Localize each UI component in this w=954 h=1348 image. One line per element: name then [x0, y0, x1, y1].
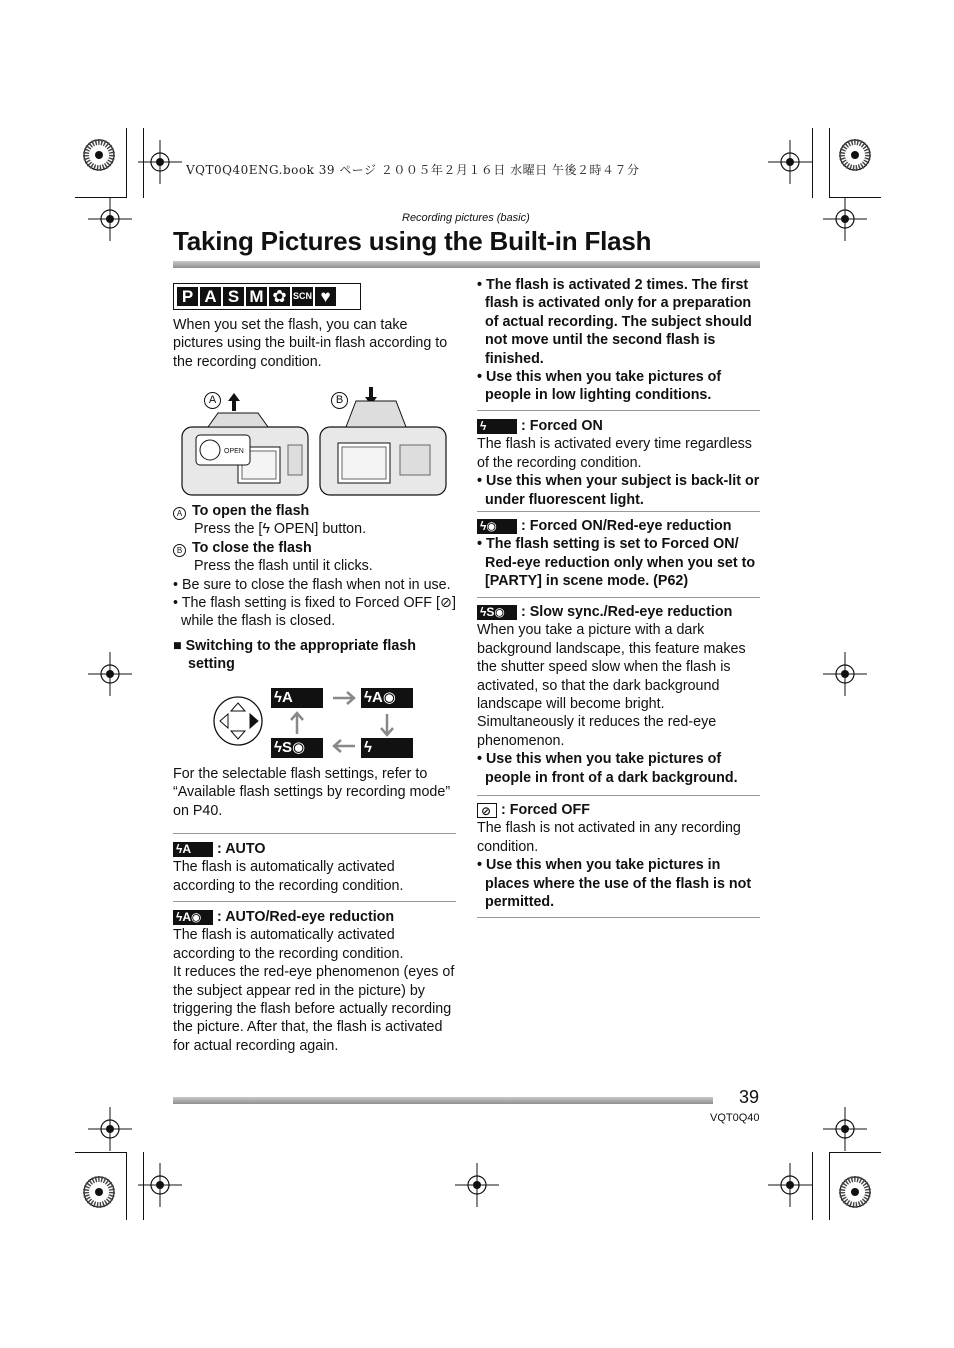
mode-p-icon: P — [177, 287, 198, 306]
mode-s-icon: S — [223, 287, 244, 306]
flash-forced-on-redeye-icon: ϟ◉ — [477, 519, 517, 534]
switch-heading: ■ Switching to the appropriate flash setting — [173, 637, 416, 673]
flash-forced-on-icon: ϟ — [477, 419, 517, 434]
note-forced-off: • The flash setting is fixed to Forced OFF [⊘] while the flash is closed. — [173, 595, 456, 630]
mode-icons — [173, 283, 361, 310]
label-a: A — [204, 392, 221, 409]
auto-red-section: ϟA◉ : AUTO/Red-eye reduction The flash is automatically activated according to the recording condition. It reduces the red-eye phenomenon (eyes of the subject appear red in the picture) by triggering the flash before actually recording the picture. After that, the flash is activated for actual recording again. — [173, 909, 455, 1054]
slow-sync-section: ϟS◉ : Slow sync./Red-eye reduction When you take a picture with a dark background landscape, this feature makes the shutter speed slow when the flash is activated, so that the dark background landscape will become bright. Simultaneously it reduces the red-eye phenomenon. • Use this when you take pictures of people in front of a dark background. — [477, 604, 746, 786]
forced-on-section: ϟ : Forced ON The flash is activated every time regardless of the recording condition. • Use this when your subject is back-lit or under fluorescent light. — [477, 418, 760, 508]
title-bar — [173, 261, 760, 268]
mode-a-icon: A — [200, 287, 221, 306]
cursor-pad-icon — [212, 695, 264, 747]
section-label: Recording pictures (basic) — [402, 212, 530, 224]
label-b: B — [331, 392, 348, 409]
portrait-heart-icon: ♥ — [315, 287, 336, 306]
open-label: OPEN — [224, 448, 244, 455]
page-number: 39 — [739, 1087, 760, 1107]
cycle-auto-red: ϟA◉ — [361, 688, 413, 708]
selectable-text: For the selectable flash settings, refer to “Available flash settings by recording mode” on P40. — [173, 766, 451, 819]
forced-off-section: ⊘ : Forced OFF The flash is not activated in any recording condition. • Use this when you take pictures in places where the use of the flash is not permitted. — [477, 802, 752, 911]
mode-m-icon: M — [246, 287, 267, 306]
flash-auto-redeye-icon: ϟA◉ — [173, 910, 213, 925]
scene-mode-icon: SCN — [292, 287, 313, 306]
flash-auto-icon: ϟA — [173, 842, 213, 857]
auto-section: ϟA : AUTO The flash is automatically activated according to the recording condition. — [173, 841, 404, 894]
flash-forced-off-icon: ⊘ — [477, 803, 497, 818]
camera-illustration — [178, 385, 450, 500]
cycle-auto: ϟA — [271, 688, 323, 708]
document-code: VQT0Q40 — [710, 1112, 760, 1124]
step-open: A To open the flash — [173, 502, 463, 520]
forced-on-red-section: ϟ◉ : Forced ON/Red-eye reduction • The flash setting is set to Forced ON/ Red-eye reduction only when you set to [PARTY] in scene mode. (P62) — [477, 518, 756, 590]
steps: A To open the flash Press the [ϟ OPEN] button. B To close the flash Press the flash until it clicks. • Be sure to close the flash when not in use. • The flash setting is fixed to Forced OFF [⊘] while the flash is closed. ■ Switching to the appropriate flash setting — [173, 502, 463, 674]
step-close: B To close the flash — [173, 539, 463, 557]
intro-text: When you set the flash, you can take pictures using the built-in flash according to the recording condition. — [173, 317, 448, 370]
cycle-forced-on: ϟ — [361, 738, 413, 758]
page-title: Taking Pictures using the Built-in Flash — [173, 226, 652, 256]
footer-bar — [173, 1097, 713, 1104]
cycle-arrows — [271, 686, 416, 761]
note-close-flash: • Be sure to close the flash when not in use. — [173, 576, 451, 593]
macro-mode-icon: ✿ — [269, 287, 290, 306]
flash-slow-sync-icon: ϟS◉ — [477, 605, 517, 620]
cycle-slow-sync: ϟS◉ — [271, 738, 323, 758]
file-info: VQT0Q40ENG.book 39 ページ ２００５年２月１６日 水曜日 午後２時４７分 — [186, 163, 640, 177]
redeye-bullets: • The flash is activated 2 times. The first flash is activated only for a preparation of actual recording. The subject should not move until the second flash is finished. • Use this when you take pictures of people in low lighting conditions. — [477, 277, 752, 404]
